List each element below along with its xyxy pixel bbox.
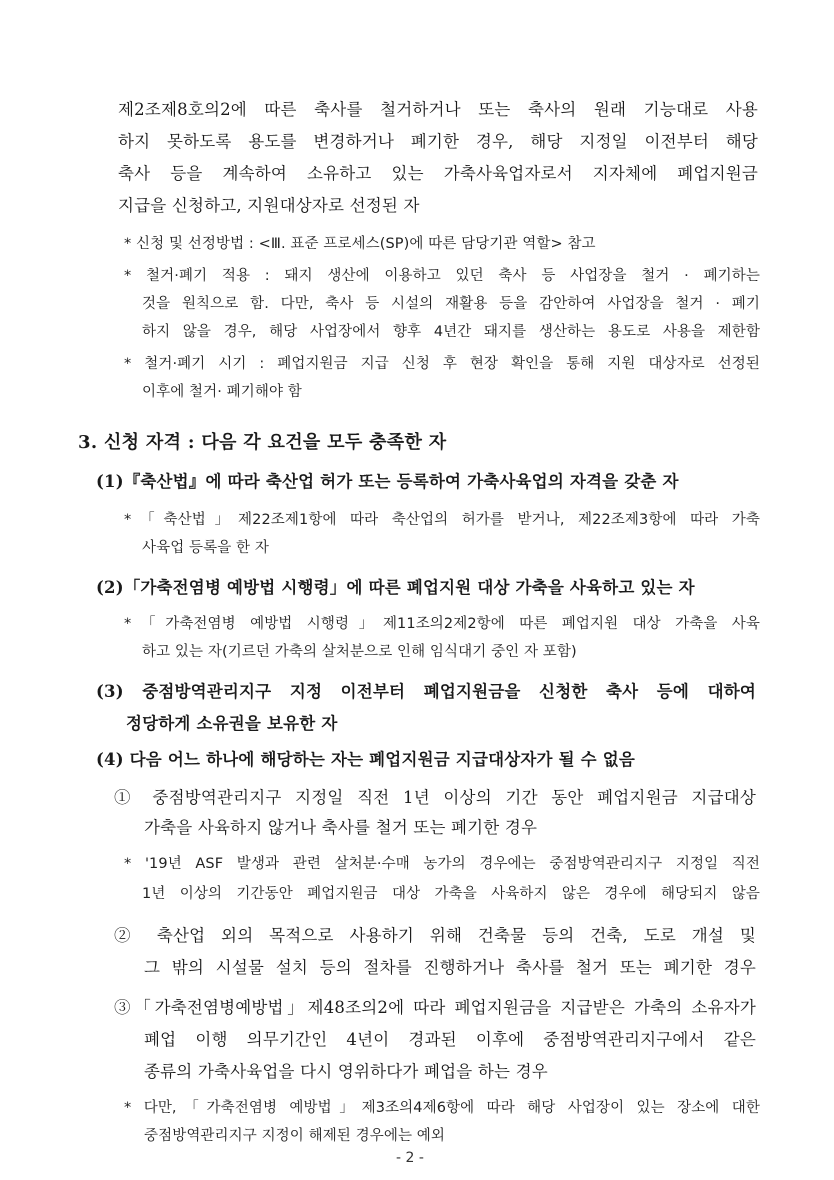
item-3-title-line-2: 정당하게 소유권을 보유한 자 <box>126 714 338 733</box>
intro-line-2: 하지 못하도록 용도를 변경하거나 폐기한 경우, 해당 지정일 이전부터 해당 <box>118 132 758 151</box>
page-number: - 2 - <box>396 1150 424 1166</box>
item-4-sub-1-note-line-1: * '19년 ASF 발생과 관련 살처분·수매 농가의 경우에는 중점방역관리지구 지정일 직전 <box>124 856 760 872</box>
item-1-title: (1)『축산법』에 따라 축산업 허가 또는 등록하여 가축사육업의 자격을 갖춘 자 <box>96 472 679 491</box>
note-demolition-line-3: 하지 않을 경우, 해당 사업장에서 향후 4년간 돼지를 생산하는 용도로 사용을 제한함 <box>142 324 760 340</box>
item-4-sub-1-line-2: 가축을 사육하지 않거나 축사를 철거 또는 폐기한 경우 <box>144 818 538 837</box>
item-4-note-line-1: * 다만,「가축전염병 예방법」제3조의4제6항에 따라 해당 사업장이 있는 장소에 대한 <box>124 1100 760 1116</box>
note-selection-method: * 신청 및 선정방법 : <Ⅲ. 표준 프로세스(SP)에 따른 담당기관 역할> 참고 <box>124 236 596 252</box>
item-1-note-line-2: 사육업 등록을 한 자 <box>142 540 269 556</box>
item-4-sub-1-line-1: ① 중점방역관리지구 지정일 직전 1년 이상의 기간 동안 폐업지원금 지급대상 <box>114 788 756 807</box>
item-4-sub-3-line-3: 종류의 가축사육업을 다시 영위하다가 폐업을 하는 경우 <box>144 1062 548 1081</box>
section-3-heading: 3. 신청 자격 : 다음 각 요건을 모두 충족한 자 <box>78 432 447 453</box>
item-4-sub-3-line-2: 폐업 이행 의무기간인 4년이 경과된 이후에 중점방역관리지구에서 같은 <box>144 1030 756 1049</box>
item-2-note-line-2: 하고 있는 자(기르던 가축의 살처분으로 인해 임식대기 중인 자 포함) <box>142 644 577 660</box>
item-4-sub-1-note-line-2: 1년 이상의 기간동안 폐업지원금 대상 가축을 사육하지 않은 경우에 해당되지 않음 <box>142 886 760 902</box>
item-1-note-line-1: *「축산법」제22조제1항에 따라 축산업의 허가를 받거나, 제22조제3항에 따라 가축 <box>124 512 760 528</box>
item-4-sub-3-line-1: ③「가축전염병예방법」제48조의2에 따라 폐업지원금을 지급받은 가축의 소유자가 <box>114 998 756 1017</box>
intro-line-4: 지급을 신청하고, 지원대상자로 선정된 자 <box>118 196 420 215</box>
intro-line-3: 축사 등을 계속하여 소유하고 있는 가축사육업자로서 지자체에 폐업지원금 <box>118 164 758 183</box>
item-4-sub-2-line-2: 그 밖의 시설물 설치 등의 절차를 진행하거나 축사를 철거 또는 폐기한 경우 <box>144 958 756 977</box>
note-demolition-line-2: 것을 원칙으로 함. 다만, 축사 등 시설의 재활용 등을 감안하여 사업장을 철거 · 폐기 <box>142 296 760 312</box>
note-demolition-line-1: * 철거·폐기 적용 : 돼지 생산에 이용하고 있던 축사 등 사업장을 철거 · 폐기하는 <box>124 268 760 284</box>
intro-line-1: 제2조제8호의2에 따른 축사를 철거하거나 또는 축사의 원래 기능대로 사용 <box>118 100 758 119</box>
item-3-title-line-1: (3) 중점방역관리지구 지정 이전부터 폐업지원금을 신청한 축사 등에 대하여 <box>96 682 756 701</box>
note-timing-line-2: 이후에 철거· 폐기해야 함 <box>142 384 302 400</box>
item-4-note-line-2: 중점방역관리지구 지정이 해제된 경우에는 예외 <box>144 1128 445 1144</box>
item-4-sub-2-line-1: ② 축산업 외의 목적으로 사용하기 위해 건축물 등의 건축, 도로 개설 및 <box>114 926 756 945</box>
item-2-note-line-1: *「가축전염병 예방법 시행령」제11조의2제2항에 따른 폐업지원 대상 가축을 사육 <box>124 616 760 632</box>
note-timing-line-1: * 철거·폐기 시기 : 폐업지원금 지급 신청 후 현장 확인을 통해 지원 대상자로 선정된 <box>124 356 760 372</box>
item-4-title: (4) 다음 어느 하나에 해당하는 자는 폐업지원금 지급대상자가 될 수 없음 <box>96 750 636 769</box>
item-2-title: (2)「가축전염병 예방법 시행령」에 따른 폐업지원 대상 가축을 사육하고 있는 자 <box>96 578 695 597</box>
